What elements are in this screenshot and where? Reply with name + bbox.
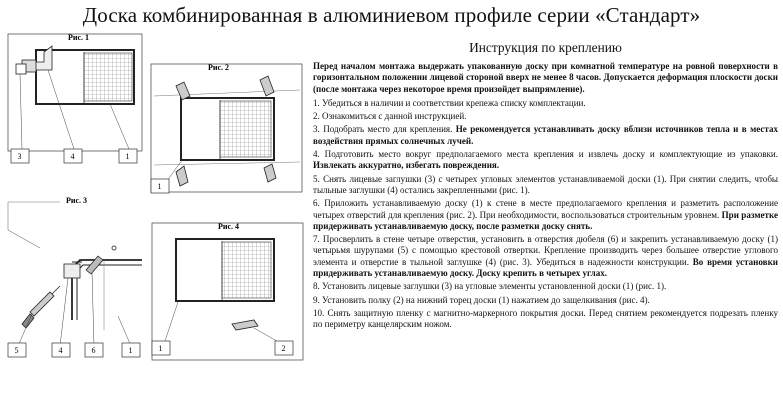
step-5: 5. Снять лицевые заглушки (3) с четырех угловых элементов устанавливаемой доски (1). При снятии следить, чтобы тыльные заглушки (4) остались закрепленными (рис. 1). — [313, 173, 778, 195]
figure-2-callout-1: 1 — [157, 182, 162, 191]
figure-4-callout-2: 2 — [281, 344, 286, 353]
step-10: 10. Снять защитную пленку с магнитно-маркерного покрытия доски. Перед снятием рекомендуется подрезать пленку по периметру канцелярским ножом. — [313, 307, 778, 330]
figures-panel — [0, 30, 310, 408]
step-1: 1. Убедиться в наличии и соответствии крепежа списку комплектации. — [313, 97, 586, 108]
figure-3-callout-6: 6 — [91, 346, 96, 355]
step-4: 4. Подготовить место вокруг предполагаемого места крепления и извлечь доску и комплектующие из упаковки. Извлекать аккуратно, избегать повреждения. — [313, 149, 778, 171]
figure-3-callout-1: 1 — [128, 346, 133, 355]
figure-1-callout-4: 4 — [70, 152, 75, 161]
step-9: 9. Установить полку (2) на нижний торец доски (1) нажатием до защелкивания (рис. 4). — [313, 294, 650, 305]
instructions-intro: Перед началом монтажа выдержать упакованную доску при комнатной температуре на ровной поверхности в горизонтальном положении лицевой стороной вверх не менее 8 часов. Допускается деформация плоскости доски (после монтажа через некоторое время произойдет выпрямление). — [313, 61, 778, 94]
figure-4-callout-1: 1 — [158, 344, 163, 353]
figure-1-callout-1: 1 — [125, 152, 130, 161]
page-title: Доска комбинированная в алюминиевом профиле серии «Стандарт» — [82, 3, 701, 27]
step-8: 8. Установить лицевые заглушки (3) на угловые элементы установленной доски (1) (рис. 1). — [313, 281, 667, 292]
figure-4-label: Рис. 4 — [218, 222, 240, 231]
step-7: 7. Просверлить в стене четыре отверстия, установить в отверстия дюбеля (6) и закрепить устанавливаемую доску (1) четырьмя шурупами (5) с помощью крестовой отвертки. Крепление производить через большее отверстие углового элемента и отверстие в тыльной заглушке (4) (рис. 3). Убедиться в надежности конструкции. Во время установки придерживать устанавливаемую доску. Доску крепить в четырех углах. — [313, 234, 778, 279]
figures-illustration — [0, 30, 310, 408]
instructions-heading: Инструкция по креплению — [469, 40, 622, 55]
figure-1-label: Рис. 1 — [68, 33, 90, 42]
figure-2 — [151, 63, 302, 193]
step-2: 2. Ознакомиться с данной инструкцией. — [313, 111, 467, 122]
figure-2-label: Рис. 2 — [208, 63, 230, 72]
figure-3-callout-5: 5 — [14, 346, 19, 355]
figure-3-callout-4: 4 — [58, 346, 63, 355]
figure-1-callout-3: 3 — [17, 152, 22, 161]
figure-3 — [8, 196, 142, 357]
step-6: 6. Приложить устанавливаемую доску (1) к стене в месте предполагаемого крепления и разметить расположение четырех отверстий для крепления (рис. 2). При необходимости, воспользоваться строительным уровнем. При разметке придерживать устанавливаемую доску, после разметки доску снять. — [313, 198, 778, 231]
instructions-section — [313, 40, 778, 333]
figure-1 — [8, 33, 142, 163]
figure-4 — [152, 222, 303, 360]
figure-3-label: Рис. 3 — [66, 196, 88, 205]
step-3: 3. Подобрать место для крепления. Не рекомендуется устанавливать доску вблизи источников тепла и в местах воздействия прямых солнечных лучей. — [313, 124, 778, 146]
